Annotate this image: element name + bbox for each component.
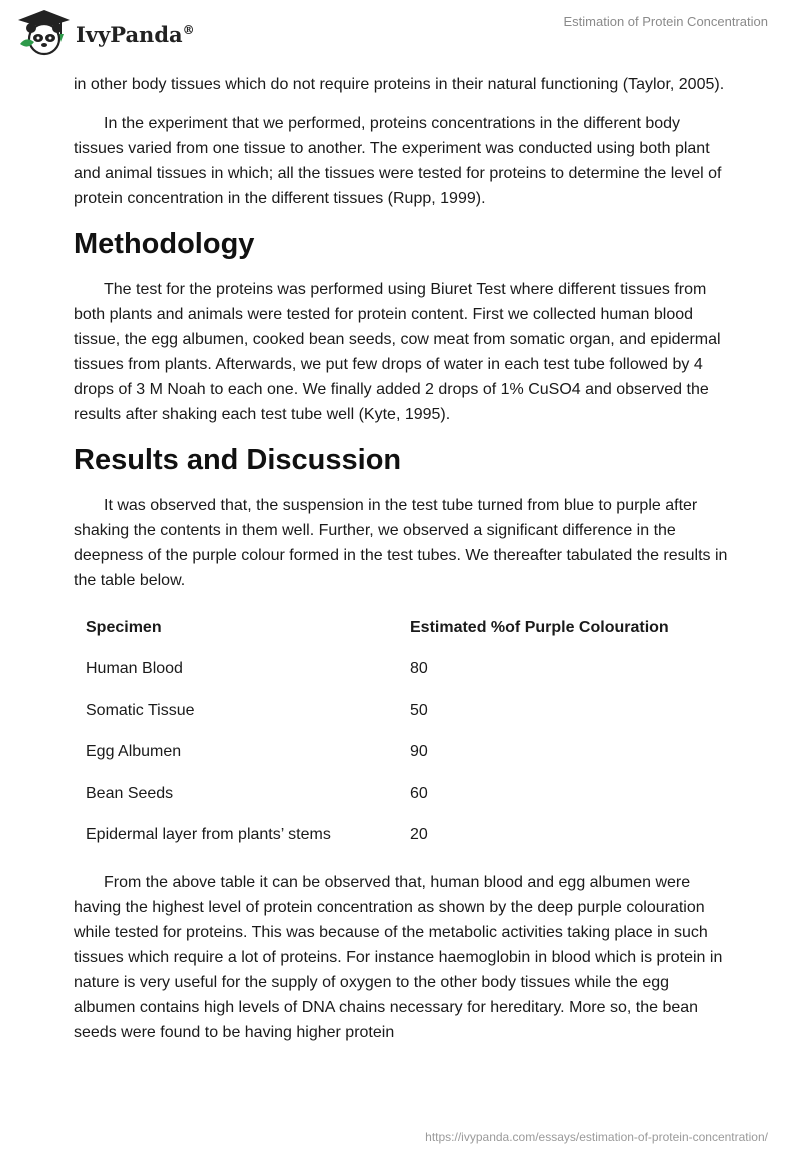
table-header-row bbox=[74, 607, 730, 649]
panda-logo-icon bbox=[14, 8, 74, 58]
table-header-purple-colouration: Estimated %of Purple Colouration bbox=[410, 618, 669, 636]
heading-methodology: Methodology bbox=[74, 228, 255, 260]
paragraph-intro-continued: in other body tissues which do not require proteins in their natural functioning (Taylor, 2005). bbox=[74, 76, 725, 93]
table-row bbox=[74, 649, 730, 691]
table-cell-value: 90 bbox=[410, 743, 428, 761]
document-title: Estimation of Protein Concentration bbox=[563, 14, 768, 29]
paragraph-results: It was observed that, the suspension in the test tube turned from blue to purple after shaking the contents in them well. Further, we observed a significant difference in the deepness of the purple colour formed in the test tubes. We thereafter tabulated the results in the table below. bbox=[74, 497, 728, 589]
table-cell-specimen: Egg Albumen bbox=[86, 743, 182, 761]
table-cell-value: 50 bbox=[410, 701, 428, 719]
paragraph-methodology: The test for the proteins was performed using Biuret Test where different tissues from both plants and animals were tested for protein content. First we collected human blood tissue, the egg albumen, cooked bean seeds, cow meat from somatic organ, and epidermal tissues from plants. Afterwards, we put few drops of water in each test tube followed by 4 drops of 3 M Noah to each one. We finally added 2 drops of 1% CuSO4 and observed the results after shaking each test tube well (Kyte, 1995). bbox=[74, 281, 721, 423]
page-header bbox=[0, 0, 800, 70]
table-row bbox=[74, 815, 730, 857]
brand-name: IvyPanda® bbox=[76, 21, 195, 47]
essay-body bbox=[74, 72, 730, 1059]
paragraph-discussion: From the above table it can be observed that, human blood and egg albumen were having the highest level of protein concentration as shown by the deep purple colouration while tested for proteins. This was because of the metabolic activities taking place in such tissues which require a lot of proteins. For instance haemoglobin in blood which is protein in nature is very useful for the supply of oxygen to the other body tissues while the egg albumen contains high levels of DNA chains necessary for hereditary. More so, the bean seeds were found to be having higher protein bbox=[74, 874, 723, 1041]
table-cell-specimen: Somatic Tissue bbox=[86, 701, 195, 719]
table-row bbox=[74, 773, 730, 815]
table-cell-specimen: Bean Seeds bbox=[86, 784, 174, 802]
table-cell-value: 80 bbox=[410, 660, 428, 678]
table-cell-specimen: Human Blood bbox=[86, 660, 183, 678]
results-table bbox=[74, 607, 730, 856]
paragraph-intro: In the experiment that we performed, proteins concentrations in the different body tissues varied from one tissue to another. The experiment was conducted using both plant and animal tissues in which; all the tissues were tested for proteins to determine the level of protein concentration in the different tissues (Rupp, 1999). bbox=[74, 115, 722, 207]
source-url-link[interactable]: https://ivypanda.com/essays/estimation-of-protein-concentration/ bbox=[425, 1130, 768, 1144]
table-cell-value: 60 bbox=[410, 784, 428, 802]
table-cell-specimen: Epidermal layer from plants’ stems bbox=[86, 826, 331, 844]
table-row bbox=[74, 732, 730, 774]
heading-results-discussion: Results and Discussion bbox=[74, 444, 402, 476]
table-cell-value: 20 bbox=[410, 826, 428, 844]
logo-link[interactable] bbox=[14, 8, 195, 58]
table-row bbox=[74, 690, 730, 732]
table-header-specimen: Specimen bbox=[86, 618, 162, 636]
